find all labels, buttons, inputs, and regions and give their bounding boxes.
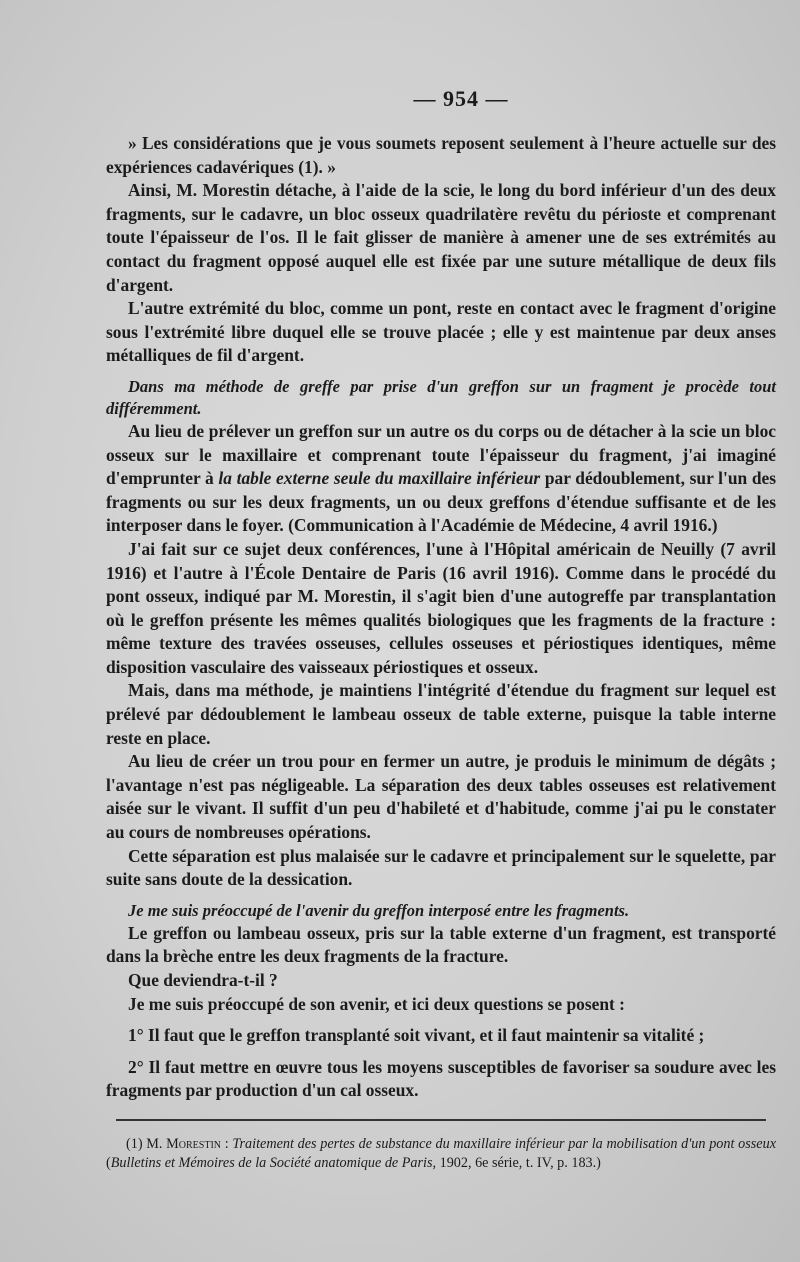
- paragraph-bloc-extremity: L'autre extrémité du bloc, comme un pont, reste en contact avec le fragment d'origine sous l'extrémité libre duquel elle se trouve placée ; elle y est maintenue par deux anses métalliques de fil d'argent.: [106, 298, 776, 366]
- section-heading-my-method: Dans ma méthode de greffe par prise d'un greffon sur un fragment je procède tout différemment.: [106, 376, 776, 418]
- section-heading-future: Je me suis préoccupé de l'avenir du greffon interposé entre les fragments.: [128, 900, 630, 920]
- footnote-rest: (: [106, 1154, 111, 1171]
- list-item-1: 1° Il faut que le greffon transplanté soit vivant, et il faut maintenir sa vitalité ;: [128, 1025, 705, 1046]
- paragraph-morestin-method: Ainsi, M. Morestin détache, à l'aide de la scie, le long du bord inférieur d'un des deux fragments, sur le cadavre, un bloc osseux quadrilatère revêtu du périoste et comprenant toute l'épaisseur de l'os. Il le fait glisser de manière à amener une de ses extrémités au contact du fragment opposé auquel elle est fixée par une suture métallique de deux fils d'argent.: [106, 180, 776, 295]
- footnote-journal: Bulletins et Mémoires de la Société anatomique de Paris: [110, 1154, 433, 1171]
- list-item-2: 2° Il faut mettre en œuvre tous les moyens susceptibles de favoriser sa soudure avec les fragments par production d'un cal osseux.: [106, 1056, 776, 1101]
- footnote-sep: :: [221, 1135, 233, 1152]
- footnote-rest: , 1902, 6e série, t. IV, p. 183.): [432, 1154, 601, 1171]
- footnote-mark: (1): [126, 1135, 143, 1152]
- text-run: par dédoublement, sur l'un des fragments ou sur les deux fragments, un ou deux greffons d'étendue suffisante et de les interposer dans le foyer. (Communication à l'Académie de Médecine, 4 avril 1916.): [106, 468, 776, 536]
- paragraph-transport: Le greffon ou lambeau osseux, pris sur la table externe d'un fragment, est transporté dans la brèche entre les deux fragments de la fracture.: [106, 922, 776, 967]
- paragraph-integrity: Mais, dans ma méthode, je maintiens l'intégrité d'étendue du fragment sur lequel est prélevé par dédoublement le lambeau osseux de table externe, puisque la table interne reste en place.: [106, 680, 776, 748]
- paragraph-two-questions: Je me suis préoccupé de son avenir, et ici deux questions se posent :: [128, 993, 625, 1014]
- paragraph-cadaver-separation: Cette séparation est plus malaisée sur le cadavre et principalement sur le squelette, par suite sans doute de la dessication.: [106, 845, 776, 890]
- paragraph-question: Que deviendra-t-il ?: [128, 970, 278, 990]
- emphasis-table-externe: la table externe seule du maxillaire inférieur: [218, 468, 541, 489]
- paragraph-minimum-damage: Au lieu de créer un trou pour en fermer un autre, je produis le minimum de dégâts ; l'avantage n'est pas négligeable. La séparation des deux tables osseuses est relativement aisée sur le vivant. Il suffit d'un peu d'habileté et d'habitude, comme j'ai pu le constater au cours de nombreuses opérations.: [106, 751, 776, 843]
- paragraph-greffon-technique: [106, 420, 776, 538]
- text-run: Au lieu de prélever un greffon sur un autre os du corps ou de détacher à la scie un bloc osseux sur le maxillaire et comprenant toute l'épaisseur du fragment, j'ai imaginé d'emprunter à: [106, 420, 776, 489]
- footnote-divider: [116, 1119, 766, 1121]
- footnote-title: Traitement des pertes de substance du maxillaire inférieur par la mobilisation d'un pont osseux: [232, 1135, 776, 1152]
- footnote-author: M. Morestin: [146, 1135, 222, 1152]
- page-number: — 954 —: [413, 86, 509, 111]
- paragraph-conferences: J'ai fait sur ce sujet deux conférences, l'une à l'Hôpital américain de Neuilly (7 avril 1916) et l'autre à l'École Dentaire de Paris (16 avril 1916). Comme dans le procédé du pont osseux, indiqué par M. Morestin, il s'agit bien d'une autogreffe par transplantation où le greffon présente les mêmes qualités biologiques que les fragments de la fracture : même texture des travées osseuses, cellules osseuses et périostiques identiques, même disposition vasculaire des vaisseaux périostiques et osseux.: [106, 538, 776, 677]
- paragraph-quote: » Les considérations que je vous soumets reposent seulement à l'heure actuelle sur des expériences cadavériques (1). »: [106, 133, 776, 177]
- footnote: [106, 1135, 776, 1173]
